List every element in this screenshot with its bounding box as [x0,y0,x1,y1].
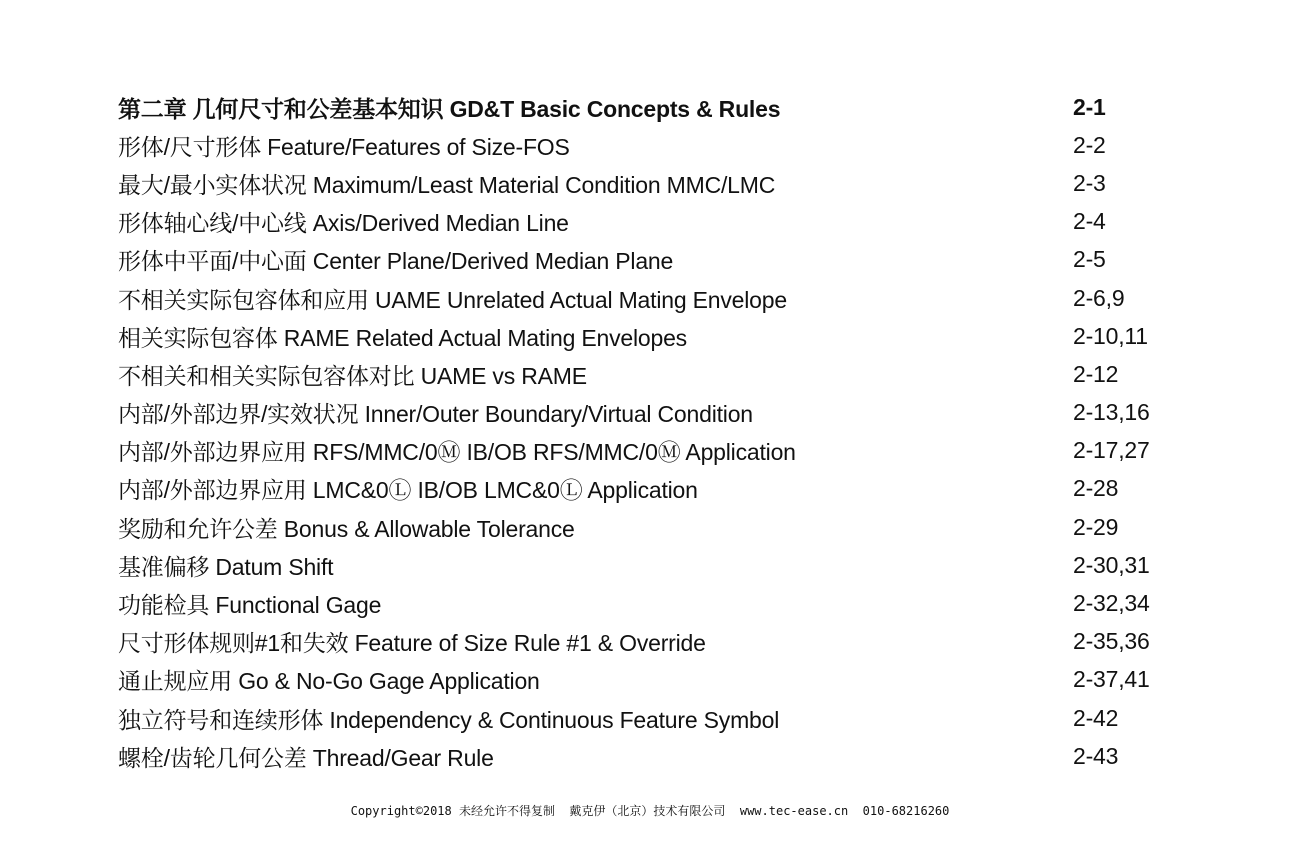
toc-entry-page: 2-2 [1073,131,1106,158]
toc-entry-title: 最大/最小实体状况 Maximum/Least Material Condition MMC/LMC [118,171,776,198]
toc-entry-title: 内部/外部边界/实效状况 Inner/Outer Boundary/Virtual Condition [118,401,753,428]
chapter-heading-row [118,88,1218,126]
toc-entry-page: 2-5 [1073,246,1106,273]
toc-entry [118,661,1218,699]
toc-entry [118,432,1218,470]
toc-entry-title: 尺寸形体规则#1和失效 Feature of Size Rule #1 & Override [118,630,706,657]
toc-entry-title: 奖励和允许公差 Bonus & Allowable Tolerance [118,515,575,542]
toc-entry [118,737,1218,775]
toc-entry [118,394,1218,432]
chapter-title: 第二章 几何尺寸和公差基本知识 GD&T Basic Concepts & Rules [118,95,781,122]
toc-entry [118,623,1218,661]
toc-entry-title: 形体/尺寸形体 Feature/Features of Size-FOS [118,133,570,160]
toc-entry-page: 2-13,16 [1073,399,1150,426]
toc-entry-page: 2-30,31 [1073,551,1150,578]
toc-entry [118,546,1218,584]
toc-entry [118,317,1218,355]
copyright-footer: Copyright©2018 未经允许不得复制 戴克伊（北京）技术有限公司 www.tec-ease.cn 010-68216260 [350,804,950,818]
toc-entry-page: 2-6,9 [1073,284,1125,311]
toc-entry [118,241,1218,279]
toc-entry-page: 2-42 [1073,704,1119,731]
toc-entry-page: 2-35,36 [1073,628,1150,655]
toc-entry [118,584,1218,622]
toc-entry-page: 2-43 [1073,742,1119,769]
toc-entry-page: 2-17,27 [1073,437,1150,464]
toc-entry-page: 2-32,34 [1073,590,1150,617]
toc-entry [118,164,1218,202]
toc-entry-page: 2-4 [1073,208,1106,235]
table-of-contents [118,88,1218,775]
toc-entry-title: 基准偏移 Datum Shift [118,553,334,580]
toc-entry [118,279,1218,317]
toc-entry-title: 独立符号和连续形体 Independency & Continuous Feature Symbol [118,706,780,733]
toc-entry [118,470,1218,508]
toc-entry [118,699,1218,737]
toc-entry-title: 形体轴心线/中心线 Axis/Derived Median Line [118,210,569,237]
toc-entry-title: 形体中平面/中心面 Center Plane/Derived Median Plane [118,248,674,275]
toc-entry-page: 2-28 [1073,475,1119,502]
toc-entry [118,203,1218,241]
toc-entry [118,355,1218,393]
toc-entry-title: 相关实际包容体 RAME Related Actual Mating Envelopes [118,324,687,351]
toc-entry-page: 2-12 [1073,360,1119,387]
toc-entry-page: 2-3 [1073,169,1106,196]
toc-entry-title: 不相关实际包容体和应用 UAME Unrelated Actual Mating Envelope [118,286,787,313]
chapter-page-number: 2-1 [1073,93,1106,120]
toc-entry-page: 2-29 [1073,513,1119,540]
toc-entry-title: 内部/外部边界应用 LMC&0Ⓛ IB/OB LMC&0Ⓛ Application [118,477,698,504]
toc-entry-title: 内部/外部边界应用 RFS/MMC/0Ⓜ IB/OB RFS/MMC/0Ⓜ Application [118,439,796,466]
toc-entry-title: 通止规应用 Go & No-Go Gage Application [118,668,540,695]
toc-entry-title: 螺栓/齿轮几何公差 Thread/Gear Rule [118,744,494,771]
toc-entry [118,508,1218,546]
toc-entry [118,126,1218,164]
toc-entry-page: 2-37,41 [1073,666,1150,693]
toc-entry-title: 功能检具 Functional Gage [118,592,382,619]
toc-entry-page: 2-10,11 [1073,322,1148,349]
toc-entry-title: 不相关和相关实际包容体对比 UAME vs RAME [118,362,587,389]
